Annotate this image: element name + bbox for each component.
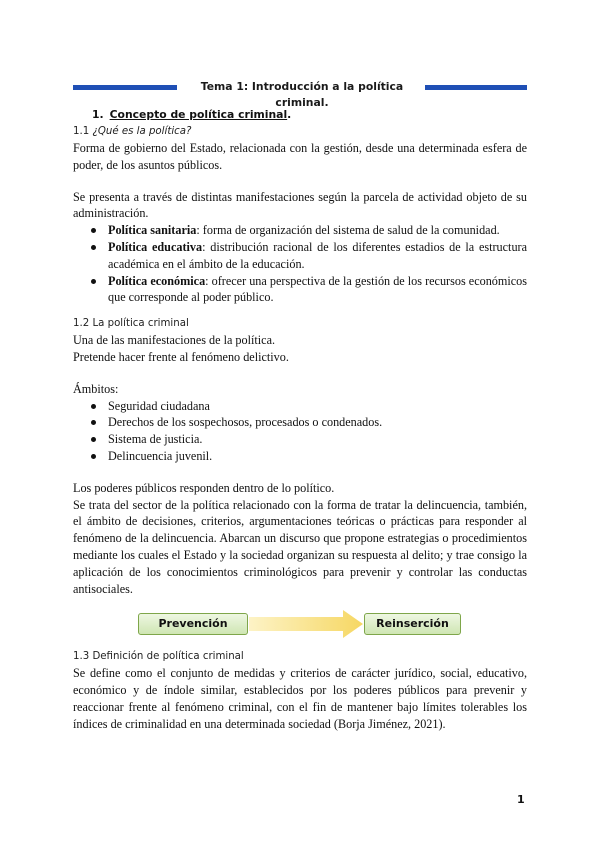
list-item bbox=[90, 222, 527, 239]
section-title-text: Concepto de política criminal bbox=[109, 108, 288, 121]
section-title: 1. Concepto de política criminal. bbox=[92, 108, 292, 121]
subsection-1-3-label: 1.3 Definición de política criminal bbox=[73, 651, 244, 663]
prevencion-box: Prevención bbox=[138, 613, 248, 635]
subsection-1-1-number: 1.1 bbox=[73, 126, 90, 137]
header-title: Tema 1: Introducción a la política criminal. bbox=[200, 80, 404, 109]
sector-paragraph: Se trata del sector de la política relacionado con la forma de tratar la delincuencia, también, el ámbito de decisiones, criterios, argumentaciones teóricas o prácticas para responder al fenómeno de la delincuencia. Abarcan un discurso que propone estrategias o procedimientos mediante los cuales el Estado y la sociedad organizan su respuesta al delito; y trae consigo la aplicación de los conocimientos criminológicos para prevenir y controlar las conductas antisociales. bbox=[73, 497, 527, 596]
list-item: Delincuencia juvenil. bbox=[90, 448, 527, 465]
manifestaciones-paragraph: Se presenta a través de distintas manifestaciones según la parcela de actividad objeto de su administración. bbox=[73, 189, 527, 221]
ambitos-list bbox=[73, 398, 527, 465]
list-item-term: Política económica bbox=[108, 273, 206, 288]
page-number: 1 bbox=[517, 793, 525, 806]
definicion-paragraph: Se define como el conjunto de medidas y criterios de carácter jurídico, social, educativo, económico y de índole similar, establecidos por los poderes públicos para prevenir y reaccionar frente al fenómeno criminal, con el fin de mantener bajo límites tolerables los índices de criminalidad en una determinada sociedad (Borja Jiménez, 2021). bbox=[73, 666, 527, 731]
list-item-desc: : ofrecer una perspectiva de la gestión de los recursos económicos que corresponde al poder público. bbox=[108, 273, 527, 305]
list-item-term: Política sanitaria bbox=[108, 223, 197, 238]
prevention-reinsertion-diagram bbox=[73, 609, 527, 639]
header-rule-left bbox=[73, 85, 177, 90]
fenomeno-line: Pretende hacer frente al fenómeno delictivo. bbox=[73, 349, 289, 364]
subsection-1-1-text: ¿Qué es la política? bbox=[92, 126, 192, 137]
header-rule-right bbox=[425, 85, 527, 90]
ambitos-label: Ámbitos: bbox=[73, 381, 119, 396]
politicas-list bbox=[73, 222, 527, 306]
politica-definition: Forma de gobierno del Estado, relacionada con la gestión, desde una determinada esfera de poder, de los asuntos públicos. bbox=[73, 141, 527, 172]
list-item-desc: : distribución racional de los diferentes estadios de la estructura académica en el ámbito de la educación. bbox=[108, 239, 528, 271]
section-number: 1. bbox=[92, 108, 104, 121]
list-item bbox=[90, 273, 527, 307]
list-item-term: Política educativa bbox=[108, 239, 203, 254]
manifestacion-line: Una de las manifestaciones de la política. bbox=[73, 333, 276, 348]
reinsercion-box: Reinserción bbox=[364, 613, 461, 635]
list-item: Seguridad ciudadana bbox=[90, 398, 527, 415]
page-header bbox=[73, 79, 527, 109]
poderes-paragraph: Los poderes públicos responden dentro de lo político. bbox=[73, 480, 335, 495]
list-item: Sistema de justicia. bbox=[90, 431, 527, 448]
subsection-1-2-label: 1.2 La política criminal bbox=[73, 318, 189, 330]
document-body bbox=[73, 106, 527, 733]
list-item-desc: : forma de organización del sistema de salud de la comunidad. bbox=[196, 223, 500, 238]
list-item bbox=[90, 239, 527, 273]
arrow-right-icon bbox=[249, 609, 365, 639]
list-item: Derechos de los sospechosos, procesados o condenados. bbox=[90, 414, 527, 431]
subsection-1-1-label bbox=[73, 124, 527, 140]
